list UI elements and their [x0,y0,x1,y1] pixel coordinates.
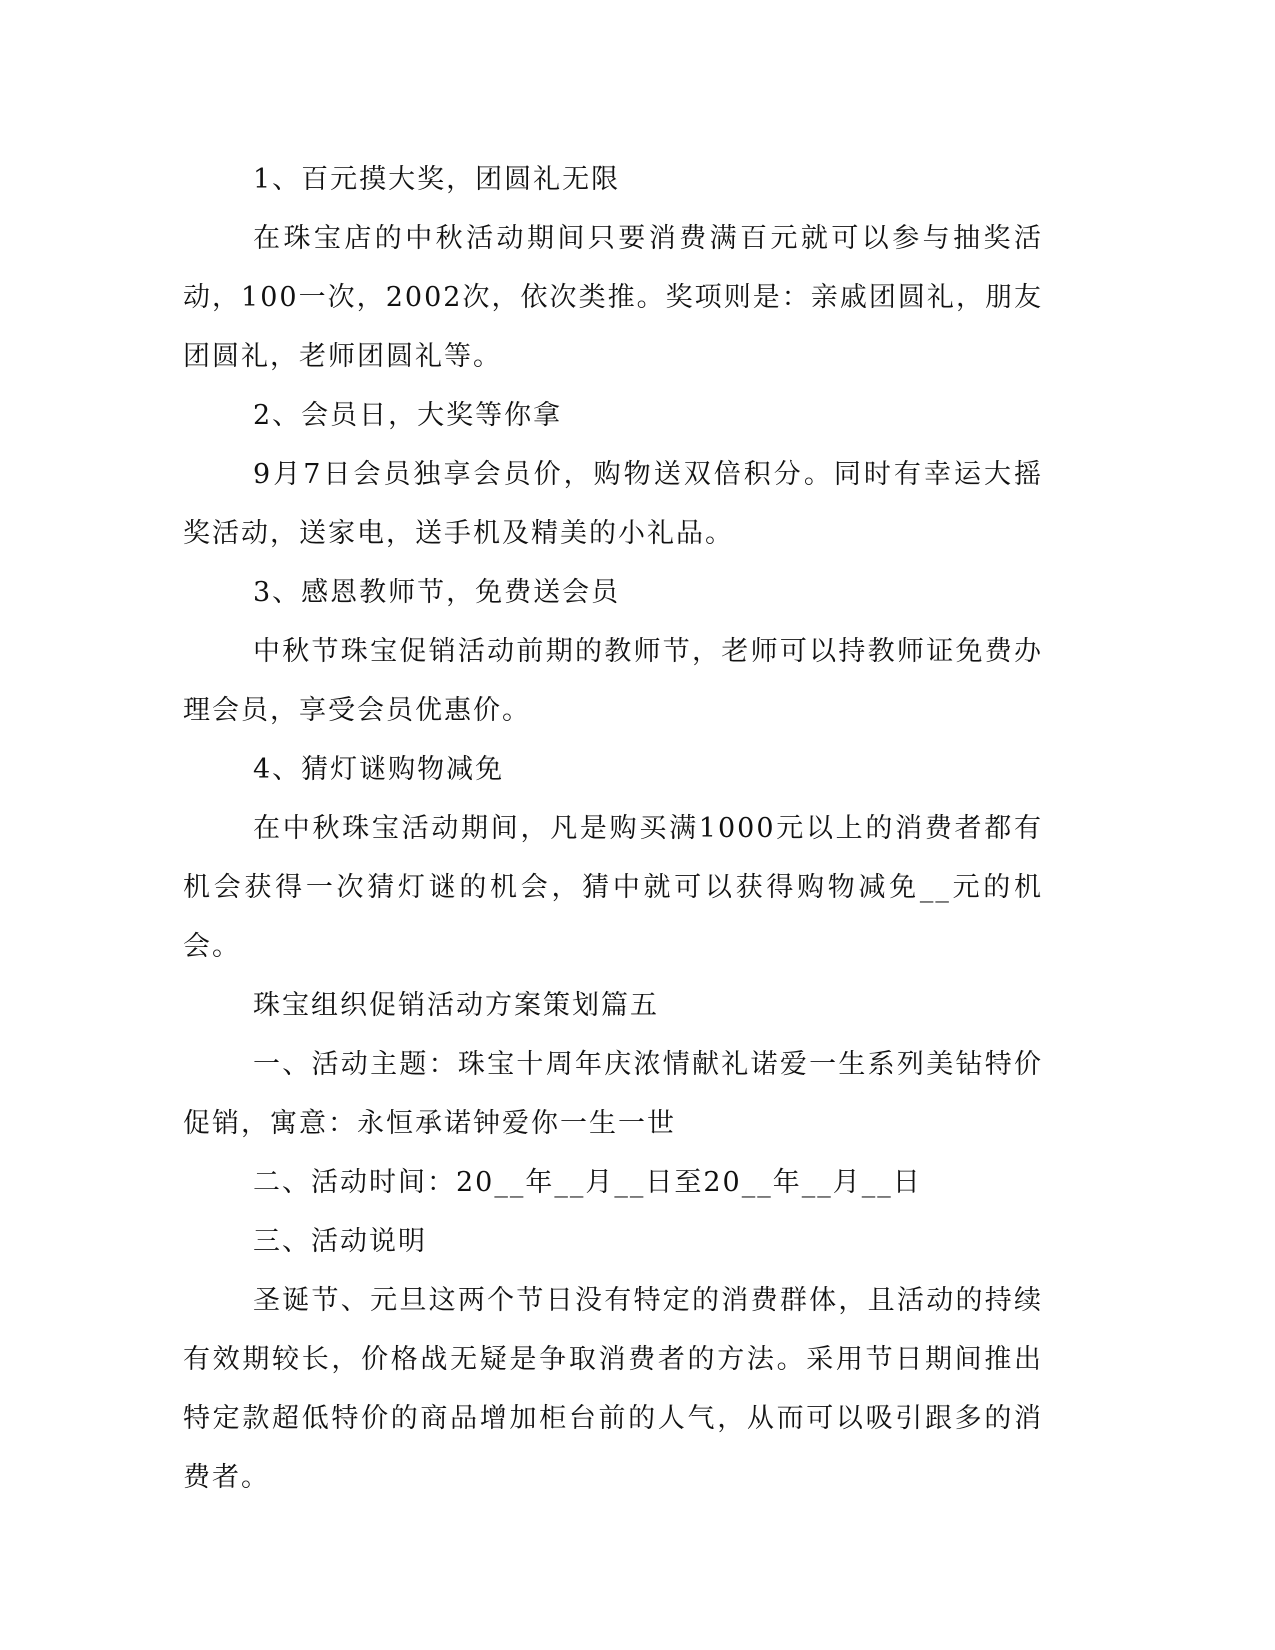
document-body [183,150,1043,1507]
item-heading-4: 4、猜灯谜购物减免 [253,754,505,785]
section-title: 珠宝组织促销活动方案策划篇五 [253,990,659,1021]
item-paragraph-4: 在中秋珠宝活动期间，凡是购买满1000元以上的消费者都有机会获得一次猜灯谜的机会，猜中就可以获得购物减免__元的机会。 [183,813,1043,962]
item-heading-2: 2、会员日，大奖等你拿 [253,400,563,431]
activity-description-heading: 三、活动说明 [253,1226,427,1257]
item-paragraph-1: 在珠宝店的中秋活动期间只要消费满百元就可以参与抽奖活动，100一次，2002次，依次类推。奖项则是：亲戚团圆礼，朋友团圆礼，老师团圆礼等。 [183,223,1043,372]
item-paragraph-3: 中秋节珠宝促销活动前期的教师节，老师可以持教师证免费办理会员，享受会员优惠价。 [183,636,1043,726]
item-paragraph-2: 9月7日会员独享会员价，购物送双倍积分。同时有幸运大摇奖活动，送家电，送手机及精美的小礼品。 [183,459,1043,549]
activity-theme: 一、活动主题：珠宝十周年庆浓情献礼诺爱一生系列美钻特价促销，寓意：永恒承诺钟爱你一生一世 [183,1049,1043,1139]
item-heading-3: 3、感恩教师节，免费送会员 [253,577,621,608]
activity-description-paragraph: 圣诞节、元旦这两个节日没有特定的消费群体，且活动的持续有效期较长，价格战无疑是争取消费者的方法。采用节日期间推出特定款超低特价的商品增加柜台前的人气，从而可以吸引跟多的消费者。 [183,1285,1043,1493]
activity-time: 二、活动时间：20__年__月__日至20__年__月__日 [253,1167,922,1198]
item-heading-1: 1、百元摸大奖，团圆礼无限 [253,164,621,195]
